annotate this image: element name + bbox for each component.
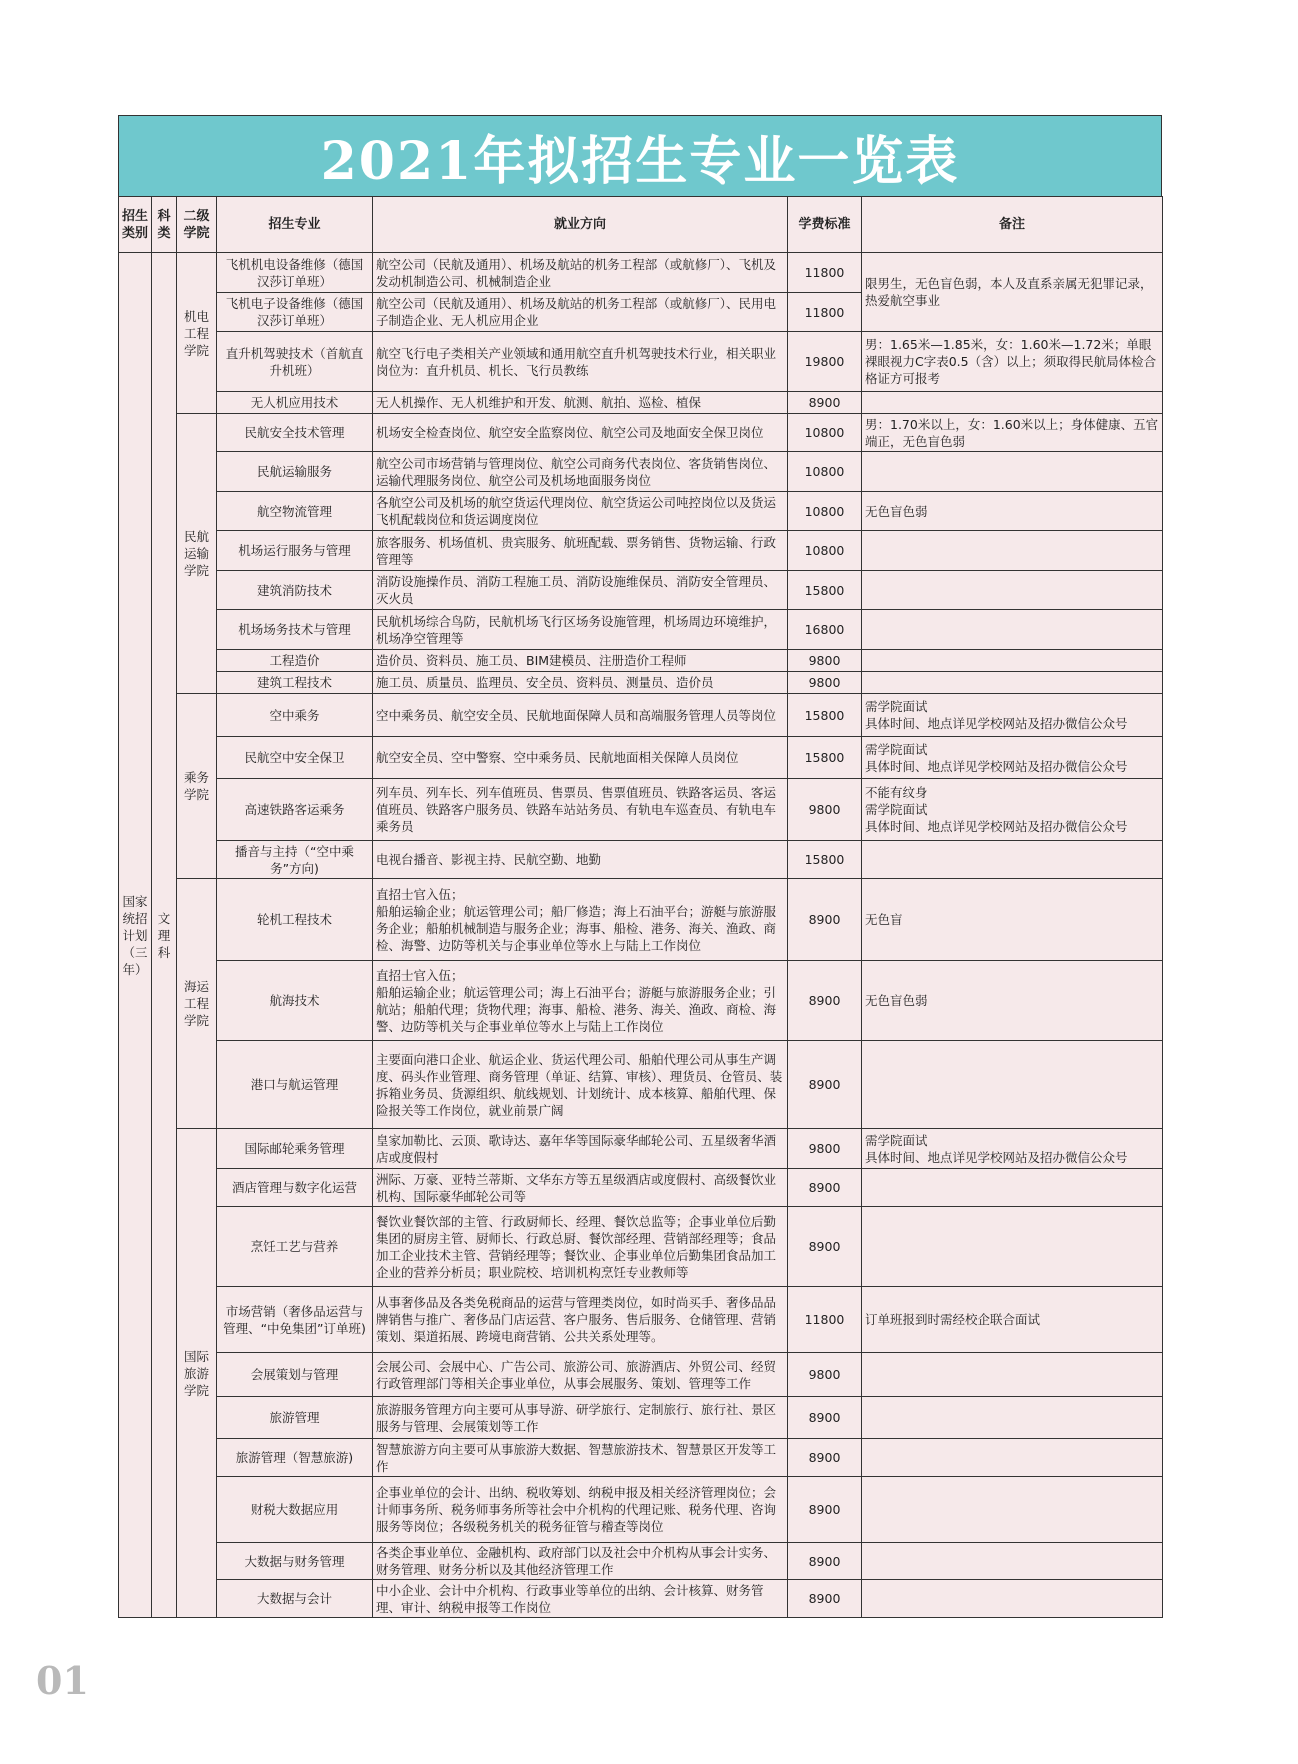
major-cell: 无人机应用技术 [217, 392, 373, 414]
note-cell: 无色盲色弱 [862, 492, 1163, 531]
note-cell [862, 841, 1163, 879]
major-cell: 民航空中安全保卫 [217, 737, 373, 779]
fee-cell: 11800 [788, 293, 862, 332]
jobs-cell: 企事业单位的会计、出纳、税收筹划、纳税申报及相关经济管理岗位；会计师事务所、税务师事务所等社会中介机构的代理记账、税务代理、咨询服务等岗位；各级税务机关的税务征管与稽查等岗位 [373, 1477, 788, 1543]
note-cell: 无色盲 [862, 879, 1163, 961]
note-cell [862, 531, 1163, 571]
note-cell: 需学院面试 具体时间、地点详见学校网站及招办微信公众号 [862, 694, 1163, 737]
major-cell: 港口与航运管理 [217, 1041, 373, 1129]
table-row [119, 961, 1163, 1041]
note-cell [862, 650, 1163, 672]
fee-cell: 8900 [788, 1207, 862, 1287]
college-cell: 民航运输学院 [177, 414, 217, 694]
fee-cell: 9800 [788, 779, 862, 841]
note-cell [862, 1041, 1163, 1129]
fee-cell: 15800 [788, 571, 862, 610]
note-cell [862, 1169, 1163, 1207]
note-cell [862, 1543, 1163, 1580]
table-row [119, 1397, 1163, 1439]
table-row [119, 531, 1163, 571]
jobs-cell: 直招士官入伍； 船舶运输企业；航运管理公司；海上石油平台；游艇与旅游服务企业；引航站；船舶代理；货物代理；海事、船检、港务、海关、渔政、商检、海警、边防等机关与企事业单位等水上与陆上工作岗位 [373, 961, 788, 1041]
table-row [119, 414, 1163, 452]
jobs-cell: 旅游服务管理方向主要可从事导游、研学旅行、定制旅行、旅行社、景区服务与管理、会展策划等工作 [373, 1397, 788, 1439]
jobs-cell: 各类企事业单位、金融机构、政府部门以及社会中介机构从事会计实务、财务管理、财务分析以及其他经济管理工作 [373, 1543, 788, 1580]
header-note: 备注 [862, 197, 1163, 253]
jobs-cell: 从事奢侈品及各类免税商品的运营与管理类岗位，如时尚买手、奢侈品品牌销售与推广、奢侈品门店运营、客户服务、售后服务、仓储管理、营销策划、渠道拓展、跨境电商营销、公共关系处理等。 [373, 1287, 788, 1353]
table-row [119, 694, 1163, 737]
table-row [119, 1041, 1163, 1129]
fee-cell: 8900 [788, 1543, 862, 1580]
fee-cell: 10800 [788, 414, 862, 452]
header-college: 二级学院 [177, 197, 217, 253]
major-cell: 空中乘务 [217, 694, 373, 737]
jobs-cell: 航空公司（民航及通用）、机场及航站的机务工程部（或航修厂）、飞机及发动机制造公司、机械制造企业 [373, 253, 788, 293]
major-cell: 建筑消防技术 [217, 571, 373, 610]
major-cell: 大数据与会计 [217, 1580, 373, 1618]
note-cell: 需学院面试 具体时间、地点详见学校网站及招办微信公众号 [862, 1129, 1163, 1169]
table-row [119, 610, 1163, 650]
fee-cell: 16800 [788, 610, 862, 650]
note-cell: 无色盲色弱 [862, 961, 1163, 1041]
header-jobs: 就业方向 [373, 197, 788, 253]
table-row [119, 1543, 1163, 1580]
fee-cell: 15800 [788, 694, 862, 737]
fee-cell: 8900 [788, 961, 862, 1041]
note-cell: 限男生，无色盲色弱，本人及直系亲属无犯罪记录，热爱航空事业 [862, 253, 1163, 332]
jobs-cell: 民航机场综合鸟防，民航机场飞行区场务设施管理，机场周边环境维护，机场净空管理等 [373, 610, 788, 650]
jobs-cell: 造价员、资料员、施工员、BIM建模员、注册造价工程师 [373, 650, 788, 672]
jobs-cell: 航空公司市场营销与管理岗位、航空公司商务代表岗位、客货销售岗位、运输代理服务岗位、航空公司及机场地面服务岗位 [373, 452, 788, 492]
table-row [119, 332, 1163, 392]
college-cell: 海运工程学院 [177, 879, 217, 1129]
note-cell [862, 1580, 1163, 1618]
jobs-cell: 空中乘务员、航空安全员、民航地面保障人员和高端服务管理人员等岗位 [373, 694, 788, 737]
note-cell [862, 610, 1163, 650]
subject-cell: 文理科 [152, 253, 177, 1618]
major-cell: 机场场务技术与管理 [217, 610, 373, 650]
table-row [119, 253, 1163, 293]
jobs-cell: 消防设施操作员、消防工程施工员、消防设施维保员、消防安全管理员、灭火员 [373, 571, 788, 610]
table-row [119, 1169, 1163, 1207]
table-row [119, 452, 1163, 492]
page-title: 2021年拟招生专业一览表 [118, 115, 1162, 196]
header-category: 招生类别 [119, 197, 152, 253]
jobs-cell: 机场安全检查岗位、航空安全监察岗位、航空公司及地面安全保卫岗位 [373, 414, 788, 452]
major-cell: 航海技术 [217, 961, 373, 1041]
jobs-cell: 各航空公司及机场的航空货运代理岗位、航空货运公司吨控岗位以及货运飞机配载岗位和货运调度岗位 [373, 492, 788, 531]
major-cell: 轮机工程技术 [217, 879, 373, 961]
major-cell: 酒店管理与数字化运营 [217, 1169, 373, 1207]
note-cell [862, 452, 1163, 492]
document [118, 115, 1162, 1618]
major-cell: 建筑工程技术 [217, 672, 373, 694]
note-cell: 订单班报到时需经校企联合面试 [862, 1287, 1163, 1353]
major-cell: 市场营销（奢侈品运营与管理、“中免集团”订单班) [217, 1287, 373, 1353]
major-cell: 高速铁路客运乘务 [217, 779, 373, 841]
fee-cell: 15800 [788, 737, 862, 779]
table-row [119, 841, 1163, 879]
fee-cell: 9800 [788, 650, 862, 672]
table-row [119, 1477, 1163, 1543]
fee-cell: 8900 [788, 392, 862, 414]
major-cell: 航空物流管理 [217, 492, 373, 531]
major-cell: 民航运输服务 [217, 452, 373, 492]
jobs-cell: 会展公司、会展中心、广告公司、旅游公司、旅游酒店、外贸公司、经贸行政管理部门等相关企事业单位，从事会展服务、策划、管理等工作 [373, 1353, 788, 1397]
fee-cell: 9800 [788, 1353, 862, 1397]
jobs-cell: 智慧旅游方向主要可从事旅游大数据、智慧旅游技术、智慧景区开发等工作 [373, 1439, 788, 1477]
majors-table [118, 196, 1163, 1618]
major-cell: 会展策划与管理 [217, 1353, 373, 1397]
fee-cell: 9800 [788, 1129, 862, 1169]
note-cell [862, 1207, 1163, 1287]
jobs-cell: 列车员、列车长、列车值班员、售票员、售票值班员、铁路客运员、客运值班员、铁路客户服务员、铁路车站站务员、有轨电车巡查员、有轨电车乘务员 [373, 779, 788, 841]
note-cell [862, 672, 1163, 694]
table-row [119, 1439, 1163, 1477]
header-fee: 学费标准 [788, 197, 862, 253]
table-row [119, 879, 1163, 961]
major-cell: 财税大数据应用 [217, 1477, 373, 1543]
jobs-cell: 旅客服务、机场值机、贵宾服务、航班配载、票务销售、货物运输、行政管理等 [373, 531, 788, 571]
major-cell: 烹饪工艺与营养 [217, 1207, 373, 1287]
jobs-cell: 主要面向港口企业、航运企业、货运代理公司、船舶代理公司从事生产调度、码头作业管理、商务管理（单证、结算、审核）、理货员、仓管员、装拆箱业务员、货源组织、航线规划、计划统计、成本核算、船舶代理、保险报关等工作岗位，就业前景广阔 [373, 1041, 788, 1129]
fee-cell: 8900 [788, 1397, 862, 1439]
note-cell: 男：1.65米—1.85米，女：1.60米—1.72米；单眼裸眼视力C字表0.5（含）以上；须取得民航局体检合格证方可报考 [862, 332, 1163, 392]
major-cell: 民航安全技术管理 [217, 414, 373, 452]
header-subject: 科类 [152, 197, 177, 253]
fee-cell: 8900 [788, 1169, 862, 1207]
fee-cell: 8900 [788, 1439, 862, 1477]
fee-cell: 10800 [788, 531, 862, 571]
jobs-cell: 直招士官入伍； 船舶运输企业；航运管理公司；船厂修造；海上石油平台；游艇与旅游服务企业；船舶机械制造与服务企业；海事、船检、港务、海关、渔政、商检、海警、边防等机关与企事业单位等水上与陆上工作岗位 [373, 879, 788, 961]
note-cell [862, 392, 1163, 414]
fee-cell: 15800 [788, 841, 862, 879]
table-row [119, 1287, 1163, 1353]
jobs-cell: 皇家加勒比、云顶、歌诗达、嘉年华等国际豪华邮轮公司、五星级奢华酒店或度假村 [373, 1129, 788, 1169]
category-cell: 国家统招计划（三年） [119, 253, 152, 1618]
jobs-cell: 餐饮业餐饮部的主管、行政厨师长、经理、餐饮总监等；企事业单位后勤集团的厨房主管、厨师长、行政总厨、餐饮部经理、营销部经理等；食品加工企业技术主管、营销经理等；餐饮业、企事业单位后勤集团食品加工企业的营养分析员；职业院校、培训机构烹饪专业教师等 [373, 1207, 788, 1287]
table-row [119, 392, 1163, 414]
jobs-cell: 洲际、万豪、亚特兰蒂斯、文华东方等五星级酒店或度假村、高级餐饮业机构、国际豪华邮轮公司等 [373, 1169, 788, 1207]
fee-cell: 19800 [788, 332, 862, 392]
major-cell: 飞机电子设备维修（德国汉莎订单班） [217, 293, 373, 332]
fee-cell: 10800 [788, 452, 862, 492]
note-cell [862, 1397, 1163, 1439]
college-cell: 机电工程学院 [177, 253, 217, 414]
fee-cell: 11800 [788, 1287, 862, 1353]
table-row [119, 492, 1163, 531]
note-cell: 男：1.70米以上，女：1.60米以上；身体健康、五官端正，无色盲色弱 [862, 414, 1163, 452]
table-row [119, 737, 1163, 779]
fee-cell: 11800 [788, 253, 862, 293]
jobs-cell: 航空飞行电子类相关产业领域和通用航空直升机驾驶技术行业，相关职业岗位为：直升机员、机长、飞行员教练 [373, 332, 788, 392]
major-cell: 机场运行服务与管理 [217, 531, 373, 571]
note-cell [862, 1439, 1163, 1477]
table-row [119, 779, 1163, 841]
note-cell [862, 571, 1163, 610]
header-major: 招生专业 [217, 197, 373, 253]
major-cell: 国际邮轮乘务管理 [217, 1129, 373, 1169]
fee-cell: 8900 [788, 1580, 862, 1618]
note-cell [862, 1477, 1163, 1543]
note-cell [862, 1353, 1163, 1397]
jobs-cell: 无人机操作、无人机维护和开发、航测、航拍、巡检、植保 [373, 392, 788, 414]
jobs-cell: 中小企业、会计中介机构、行政事业等单位的出纳、会计核算、财务管理、审计、纳税申报等工作岗位 [373, 1580, 788, 1618]
major-cell: 工程造价 [217, 650, 373, 672]
college-cell: 国际旅游学院 [177, 1129, 217, 1618]
table-row [119, 650, 1163, 672]
note-cell: 不能有纹身 需学院面试 具体时间、地点详见学校网站及招办微信公众号 [862, 779, 1163, 841]
fee-cell: 10800 [788, 492, 862, 531]
major-cell: 飞机机电设备维修（德国汉莎订单班） [217, 253, 373, 293]
note-cell: 需学院面试 具体时间、地点详见学校网站及招办微信公众号 [862, 737, 1163, 779]
fee-cell: 8900 [788, 1477, 862, 1543]
jobs-cell: 施工员、质量员、监理员、安全员、资料员、测量员、造价员 [373, 672, 788, 694]
jobs-cell: 航空公司（民航及通用）、机场及航站的机务工程部（或航修厂）、民用电子制造企业、无人机应用企业 [373, 293, 788, 332]
table-body [119, 253, 1163, 1618]
table-row [119, 1207, 1163, 1287]
major-cell: 旅游管理（智慧旅游) [217, 1439, 373, 1477]
table-row [119, 1353, 1163, 1397]
table-row [119, 571, 1163, 610]
major-cell: 旅游管理 [217, 1397, 373, 1439]
college-cell: 乘务学院 [177, 694, 217, 879]
major-cell: 播音与主持（“空中乘务”方向) [217, 841, 373, 879]
jobs-cell: 航空安全员、空中警察、空中乘务员、民航地面相关保障人员岗位 [373, 737, 788, 779]
major-cell: 直升机驾驶技术（首航直升机班） [217, 332, 373, 392]
table-row [119, 1580, 1163, 1618]
major-cell: 大数据与财务管理 [217, 1543, 373, 1580]
table-row [119, 672, 1163, 694]
table-row [119, 1129, 1163, 1169]
fee-cell: 8900 [788, 879, 862, 961]
page-number: 01 [36, 1658, 89, 1703]
jobs-cell: 电视台播音、影视主持、民航空勤、地勤 [373, 841, 788, 879]
fee-cell: 8900 [788, 1041, 862, 1129]
fee-cell: 9800 [788, 672, 862, 694]
